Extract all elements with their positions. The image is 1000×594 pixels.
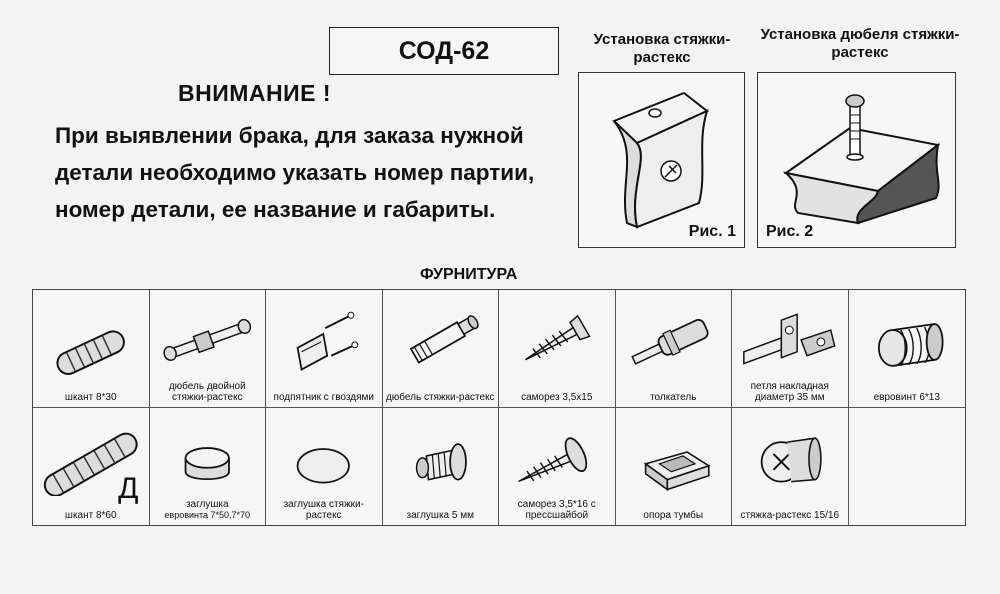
hardware-sublabel: евровинта 7*50,7*70 — [164, 510, 251, 520]
hardware-cell — [499, 290, 616, 408]
hardware-cell — [150, 290, 267, 408]
dowel-icon — [33, 290, 149, 378]
glide-with-nails-icon — [266, 290, 382, 378]
item-mark: Д — [118, 471, 139, 505]
hardware-label: заглушка — [185, 499, 229, 510]
euro-screw-icon — [849, 290, 966, 378]
hardware-cell — [616, 290, 733, 408]
hardware-cell — [33, 408, 150, 526]
screw-icon — [499, 290, 615, 378]
hardware-table — [32, 289, 966, 526]
push-latch-icon — [616, 290, 732, 378]
hardware-label: толкатель — [650, 391, 697, 403]
hardware-label: подпятник с гвоздями — [273, 391, 374, 403]
hardware-cell-empty — [849, 408, 966, 526]
hardware-label: саморез 3,5х15 — [521, 391, 593, 403]
hardware-cell — [849, 290, 966, 408]
figure-2-title: Установка дюбеля стяжки-растекс — [760, 26, 960, 61]
defect-warning-text: При выявлении брака, для заказа нужной детали необходимо указать номер партии, номер детали, ее название и габариты. — [55, 123, 535, 222]
product-code: СОД-62 — [329, 27, 559, 75]
figure-1 — [578, 72, 745, 248]
figure-1-title: Установка стяжки-растекс — [593, 31, 731, 66]
figure-2 — [757, 72, 956, 248]
hardware-cell — [499, 408, 616, 526]
hardware-label: дюбель двойной стяжки-растекс — [168, 380, 246, 403]
hardware-cell — [383, 408, 500, 526]
hardware-cell — [33, 290, 150, 408]
hardware-label: шкант 8*60 — [64, 510, 117, 521]
hardware-label: стяжка-растекс 15/16 — [740, 510, 840, 521]
washer-screw-icon — [499, 408, 615, 496]
cabinet-support-icon — [616, 408, 732, 496]
hardware-cell — [732, 408, 849, 526]
plug-5mm-icon — [383, 408, 499, 496]
hardware-label: шкант 8*30 — [64, 391, 117, 403]
attention-heading: ВНИМАНИЕ ! — [178, 80, 332, 106]
double-dowel-icon — [150, 290, 266, 378]
hardware-cell — [150, 408, 267, 526]
figure-1-caption: Рис. 1 — [688, 223, 736, 240]
hinge-icon — [732, 290, 848, 378]
hardware-label: заглушка стяжки-растекс — [283, 499, 364, 521]
hardware-label: саморез 3,5*16 с прессшайбой — [517, 499, 596, 521]
hardware-label: дюбель стяжки-растекс — [385, 391, 495, 403]
cam-cap-icon — [266, 408, 382, 496]
hardware-cell — [266, 290, 383, 408]
hardware-cell — [383, 290, 500, 408]
hardware-cell — [616, 408, 733, 526]
euro-screw-cap-icon — [150, 408, 266, 496]
hardware-title: ФУРНИТУРА — [420, 266, 518, 283]
hardware-label: заглушка 5 мм — [406, 510, 474, 521]
hardware-label: петля накладная диаметр 35 мм — [750, 380, 829, 403]
hardware-label: опора тумбы — [643, 510, 704, 521]
figure-2-caption: Рис. 2 — [766, 223, 814, 240]
cam-lock-icon — [732, 408, 848, 496]
hardware-cell — [732, 290, 849, 408]
hardware-label: евровинт 6*13 — [873, 391, 940, 403]
cam-dowel-icon — [383, 290, 499, 378]
hardware-cell — [266, 408, 383, 526]
